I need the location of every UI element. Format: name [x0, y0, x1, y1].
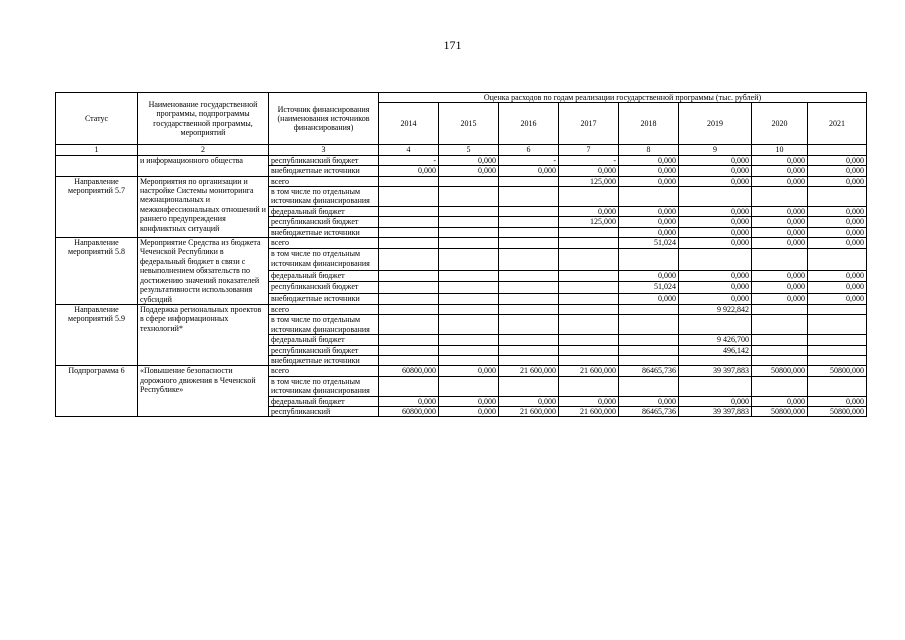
value-cell: 0,000: [619, 270, 679, 281]
source-cell: федеральный бюджет: [269, 206, 379, 216]
value-cell: [808, 345, 867, 355]
value-cell: [619, 345, 679, 355]
value-cell: [559, 187, 619, 207]
value-cell: [679, 249, 752, 271]
value-cell: 0,000: [679, 176, 752, 186]
source-cell: федеральный бюджет: [269, 335, 379, 345]
source-cell: всего: [269, 238, 379, 249]
value-cell: 0,000: [679, 238, 752, 249]
value-cell: -: [499, 155, 559, 165]
value-cell: [439, 355, 499, 365]
value-cell: 0,000: [808, 238, 867, 249]
column-number: 6: [499, 145, 559, 155]
status-cell: Подпрограмма 6: [56, 366, 138, 417]
value-cell: 0,000: [808, 293, 867, 304]
value-cell: 51,024: [619, 282, 679, 293]
header-year: 2015: [439, 103, 499, 145]
value-cell: 0,000: [752, 176, 808, 186]
value-cell: [379, 335, 439, 345]
value-cell: 0,000: [679, 217, 752, 227]
table-row: [56, 304, 867, 314]
name-cell: и информационного общества: [138, 155, 269, 176]
column-number: 9: [679, 145, 752, 155]
value-cell: [619, 355, 679, 365]
column-number: 5: [439, 145, 499, 155]
value-cell: [439, 315, 499, 335]
value-cell: 39 397,883: [679, 366, 752, 376]
value-cell: 0,000: [679, 293, 752, 304]
header-year: 2019: [679, 103, 752, 145]
value-cell: 0,000: [752, 227, 808, 237]
value-cell: [808, 249, 867, 271]
value-cell: 0,000: [752, 206, 808, 216]
name-cell: Поддержка региональных проектов в сфере информационных технологий*: [138, 304, 269, 365]
table-row: [56, 238, 867, 249]
value-cell: [808, 355, 867, 365]
value-cell: 0,000: [439, 396, 499, 406]
value-cell: 0,000: [679, 155, 752, 165]
value-cell: 86465,736: [619, 366, 679, 376]
value-cell: [379, 187, 439, 207]
value-cell: 60800,000: [379, 366, 439, 376]
value-cell: 125,000: [559, 217, 619, 227]
value-cell: 0,000: [679, 166, 752, 176]
value-cell: 0,000: [619, 227, 679, 237]
value-cell: [379, 376, 439, 396]
value-cell: 0,000: [679, 270, 752, 281]
value-cell: [499, 270, 559, 281]
value-cell: 0,000: [752, 282, 808, 293]
table-row: [56, 366, 867, 376]
value-cell: [439, 282, 499, 293]
value-cell: [679, 187, 752, 207]
value-cell: [619, 376, 679, 396]
value-cell: [499, 345, 559, 355]
value-cell: [752, 315, 808, 335]
value-cell: [808, 315, 867, 335]
value-cell: [439, 206, 499, 216]
header-year: 2014: [379, 103, 439, 145]
value-cell: 0,000: [808, 396, 867, 406]
value-cell: 0,000: [499, 166, 559, 176]
value-cell: 0,000: [619, 217, 679, 227]
header-year: 2018: [619, 103, 679, 145]
column-number: 1: [56, 145, 138, 155]
value-cell: 0,000: [679, 396, 752, 406]
source-cell: республиканский: [269, 406, 379, 416]
header-year: 2021: [808, 103, 867, 145]
value-cell: 60800,000: [379, 406, 439, 416]
value-cell: [379, 249, 439, 271]
value-cell: 0,000: [808, 206, 867, 216]
page-number: 171: [443, 38, 462, 52]
value-cell: [379, 270, 439, 281]
value-cell: 0,000: [619, 176, 679, 186]
name-cell: Мероприятие Средства из бюджета Чеченской Республики в федеральный бюджет в связи с невыполнением обязательств по достижению значений показателей результативности использования субсидий: [138, 238, 269, 305]
source-cell: в том числе по отдельным источникам финансирования: [269, 187, 379, 207]
value-cell: [559, 270, 619, 281]
value-cell: 0,000: [619, 293, 679, 304]
source-cell: всего: [269, 176, 379, 186]
value-cell: [499, 282, 559, 293]
column-number: [808, 145, 867, 155]
value-cell: [439, 376, 499, 396]
value-cell: [808, 187, 867, 207]
value-cell: [439, 227, 499, 237]
value-cell: [499, 176, 559, 186]
status-cell: Направление мероприятий 5.8: [56, 238, 138, 305]
value-cell: 0,000: [752, 293, 808, 304]
value-cell: 0,000: [808, 155, 867, 165]
value-cell: 50800,000: [808, 366, 867, 376]
value-cell: [559, 345, 619, 355]
source-cell: республиканский бюджет: [269, 282, 379, 293]
value-cell: [439, 335, 499, 345]
value-cell: [499, 227, 559, 237]
header-year: 2017: [559, 103, 619, 145]
value-cell: 0,000: [439, 155, 499, 165]
source-cell: в том числе по отдельным источникам финансирования: [269, 315, 379, 335]
value-cell: [752, 376, 808, 396]
value-cell: 0,000: [752, 217, 808, 227]
value-cell: 0,000: [619, 166, 679, 176]
value-cell: 9 922,842: [679, 304, 752, 314]
value-cell: 9 426,700: [679, 335, 752, 345]
value-cell: [379, 282, 439, 293]
column-number: 2: [138, 145, 269, 155]
value-cell: [559, 335, 619, 345]
value-cell: [559, 238, 619, 249]
value-cell: 125,000: [559, 176, 619, 186]
value-cell: 0,000: [379, 396, 439, 406]
value-cell: [379, 217, 439, 227]
value-cell: [559, 227, 619, 237]
source-cell: внебюджетные источники: [269, 293, 379, 304]
value-cell: [499, 304, 559, 314]
header-year: 2020: [752, 103, 808, 145]
value-cell: [619, 304, 679, 314]
column-number: 10: [752, 145, 808, 155]
value-cell: 86465,736: [619, 406, 679, 416]
header-status: Статус: [56, 93, 138, 145]
source-cell: всего: [269, 304, 379, 314]
value-cell: [808, 376, 867, 396]
value-cell: [559, 293, 619, 304]
source-cell: всего: [269, 366, 379, 376]
value-cell: [619, 335, 679, 345]
value-cell: [439, 345, 499, 355]
value-cell: 0,000: [808, 217, 867, 227]
value-cell: 0,000: [679, 227, 752, 237]
value-cell: [752, 355, 808, 365]
value-cell: [439, 270, 499, 281]
source-cell: республиканский бюджет: [269, 155, 379, 165]
value-cell: [379, 206, 439, 216]
value-cell: [379, 176, 439, 186]
value-cell: [379, 315, 439, 335]
name-cell: Мероприятия по организации и настройке Системы мониторинга межнациональных и межконфессиональных отношений и раннего предупреждения конфликтных ситуаций: [138, 176, 269, 237]
value-cell: [499, 217, 559, 227]
value-cell: 0,000: [679, 206, 752, 216]
column-number-row: [56, 145, 867, 155]
value-cell: [752, 187, 808, 207]
value-cell: [499, 206, 559, 216]
value-cell: [559, 315, 619, 335]
header-source: Источник финансирования (наименования источников финансирования): [269, 93, 379, 145]
value-cell: 21 600,000: [499, 366, 559, 376]
value-cell: 0,000: [808, 166, 867, 176]
value-cell: [559, 304, 619, 314]
table-row: [56, 155, 867, 165]
value-cell: 51,024: [619, 238, 679, 249]
value-cell: [679, 376, 752, 396]
value-cell: 0,000: [752, 155, 808, 165]
value-cell: 0,000: [439, 366, 499, 376]
column-number: 7: [559, 145, 619, 155]
source-cell: внебюджетные источники: [269, 227, 379, 237]
value-cell: [379, 355, 439, 365]
table-row: [56, 176, 867, 186]
value-cell: [439, 187, 499, 207]
value-cell: [499, 376, 559, 396]
source-cell: федеральный бюджет: [269, 270, 379, 281]
header-year: 2016: [499, 103, 559, 145]
value-cell: [439, 249, 499, 271]
value-cell: [439, 217, 499, 227]
value-cell: 50800,000: [752, 366, 808, 376]
value-cell: [679, 355, 752, 365]
column-number: 8: [619, 145, 679, 155]
value-cell: 0,000: [752, 270, 808, 281]
header-name: Наименование государственной программы, подпрограммы государственной программы, мероприятий: [138, 93, 269, 145]
value-cell: [379, 293, 439, 304]
value-cell: [619, 249, 679, 271]
value-cell: [379, 345, 439, 355]
value-cell: [752, 335, 808, 345]
header-row: [56, 93, 867, 103]
value-cell: 0,000: [808, 282, 867, 293]
source-cell: федеральный бюджет: [269, 396, 379, 406]
source-cell: республиканский бюджет: [269, 217, 379, 227]
column-number: 3: [269, 145, 379, 155]
value-cell: [439, 293, 499, 304]
value-cell: 0,000: [559, 166, 619, 176]
value-cell: 0,000: [808, 227, 867, 237]
value-cell: [679, 315, 752, 335]
source-cell: внебюджетные источники: [269, 355, 379, 365]
value-cell: [499, 315, 559, 335]
value-cell: 50800,000: [808, 406, 867, 416]
value-cell: [808, 304, 867, 314]
value-cell: 21 600,000: [499, 406, 559, 416]
value-cell: 0,000: [379, 166, 439, 176]
value-cell: 0,000: [752, 166, 808, 176]
status-cell: Направление мероприятий 5.7: [56, 176, 138, 237]
value-cell: [499, 249, 559, 271]
value-cell: [499, 187, 559, 207]
column-number: 4: [379, 145, 439, 155]
source-cell: внебюджетные источники: [269, 166, 379, 176]
value-cell: 0,000: [559, 396, 619, 406]
header-estimate: Оценка расходов по годам реализации государственной программы (тыс. рублей): [379, 93, 867, 103]
value-cell: 0,000: [679, 282, 752, 293]
value-cell: 496,142: [679, 345, 752, 355]
value-cell: -: [559, 155, 619, 165]
source-cell: республиканский бюджет: [269, 345, 379, 355]
value-cell: 0,000: [619, 206, 679, 216]
value-cell: [808, 335, 867, 345]
value-cell: [752, 304, 808, 314]
value-cell: 21 600,000: [559, 406, 619, 416]
value-cell: [619, 315, 679, 335]
value-cell: 0,000: [439, 166, 499, 176]
value-cell: [559, 282, 619, 293]
value-cell: [379, 238, 439, 249]
value-cell: 0,000: [752, 396, 808, 406]
value-cell: [752, 249, 808, 271]
value-cell: 21 600,000: [559, 366, 619, 376]
expenditure-table: [55, 92, 867, 417]
value-cell: 0,000: [619, 155, 679, 165]
value-cell: 0,000: [808, 270, 867, 281]
status-cell: Направление мероприятий 5.9: [56, 304, 138, 365]
value-cell: 0,000: [439, 406, 499, 416]
value-cell: [499, 293, 559, 304]
value-cell: [439, 304, 499, 314]
value-cell: -: [379, 155, 439, 165]
status-cell: [56, 155, 138, 176]
source-cell: в том числе по отдельным источникам финансирования: [269, 249, 379, 271]
value-cell: [439, 176, 499, 186]
name-cell: «Повышение безопасности дорожного движения в Чеченской Республике»: [138, 366, 269, 417]
value-cell: [499, 355, 559, 365]
value-cell: 0,000: [499, 396, 559, 406]
value-cell: 0,000: [752, 238, 808, 249]
value-cell: [752, 345, 808, 355]
value-cell: [499, 335, 559, 345]
value-cell: 39 397,883: [679, 406, 752, 416]
value-cell: [379, 304, 439, 314]
value-cell: [559, 249, 619, 271]
value-cell: [619, 187, 679, 207]
value-cell: [379, 227, 439, 237]
value-cell: [439, 238, 499, 249]
value-cell: [559, 355, 619, 365]
source-cell: в том числе по отдельным источникам финансирования: [269, 376, 379, 396]
value-cell: 50800,000: [752, 406, 808, 416]
value-cell: 0,000: [559, 206, 619, 216]
value-cell: [499, 238, 559, 249]
value-cell: [559, 376, 619, 396]
value-cell: 0,000: [619, 396, 679, 406]
value-cell: 0,000: [808, 176, 867, 186]
